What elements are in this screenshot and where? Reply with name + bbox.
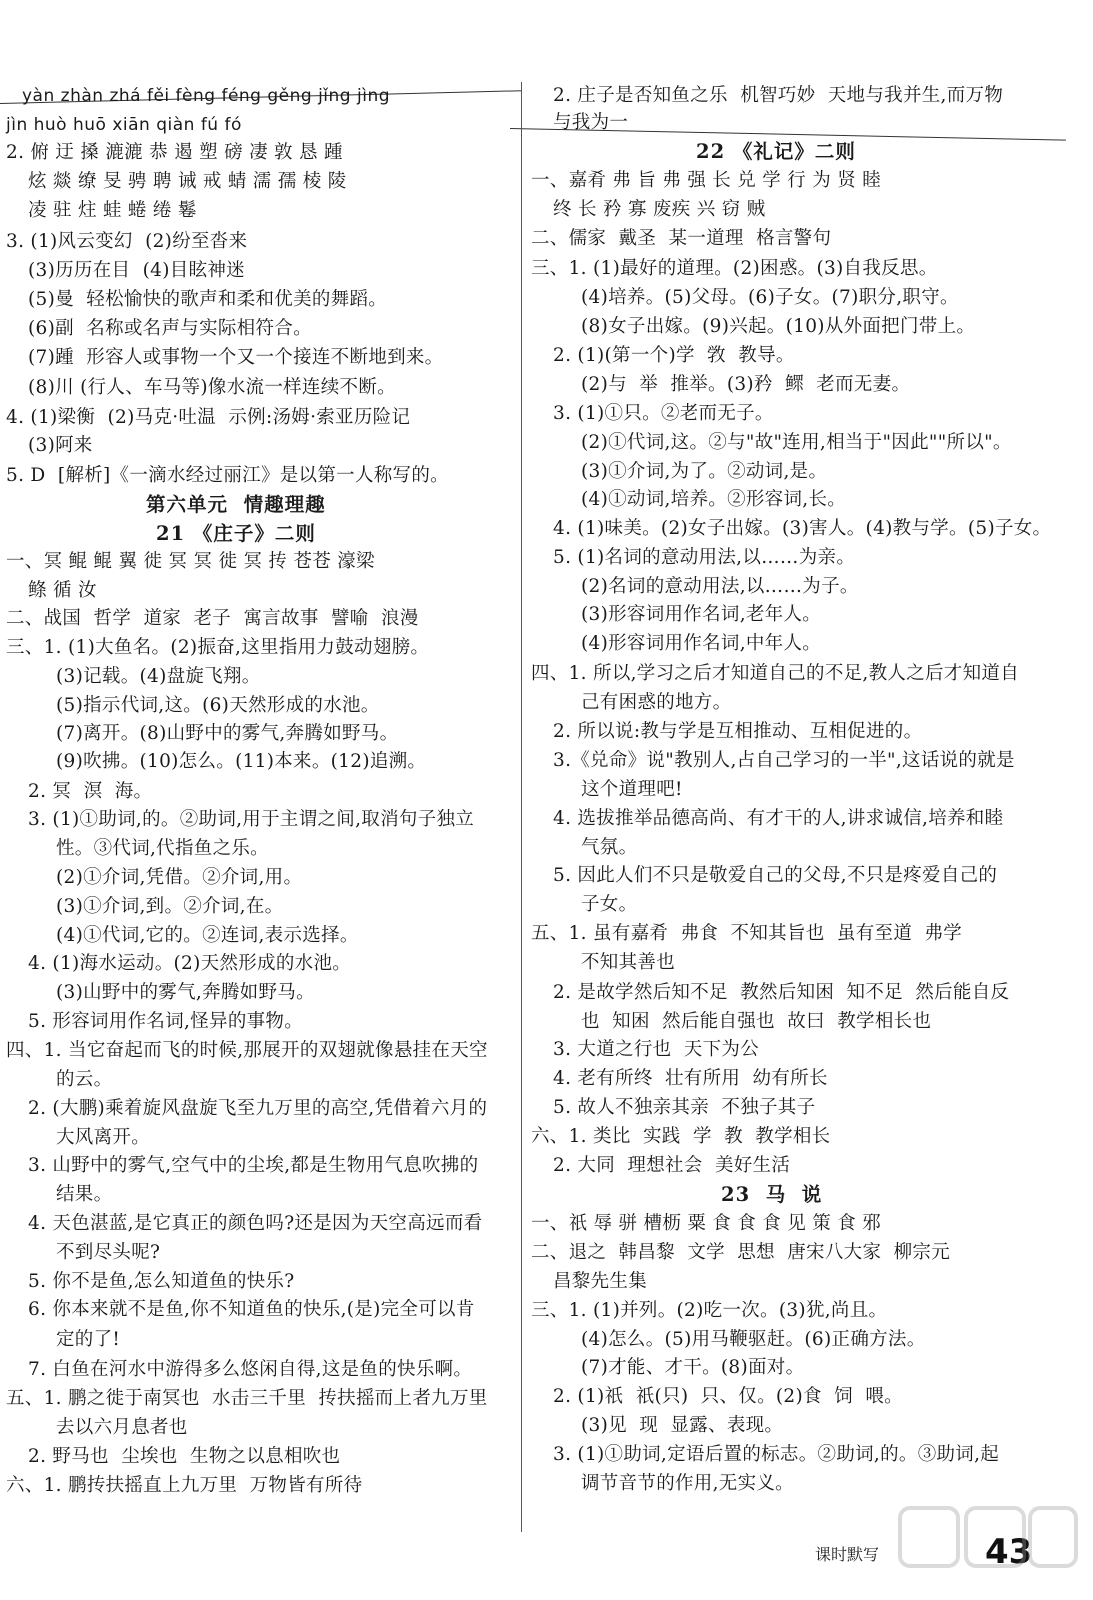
left-text-line: 2. 冥 溟 海。 (28, 781, 153, 802)
left-text-line: 2. 俯 迂 搡 漉漉 恭 遏 塑 磅 凄 敦 恳 踵 (6, 142, 343, 163)
left-section-heading: 第六单元 情趣理趣 (146, 493, 326, 516)
right-text-line: 子女。 (581, 894, 638, 915)
right-text-line: (8)女子出嫁。(9)兴起。(10)从外面把门带上。 (581, 316, 976, 337)
left-text-line: 去以六月息者也 (56, 1417, 188, 1438)
right-text-line: 2. 所以说:教与学是互相推动、互相促进的。 (553, 721, 923, 742)
right-text-line: (4)形容词用作名词,中年人。 (581, 633, 822, 654)
right-section-heading: 22 《礼记》二则 (696, 140, 856, 163)
right-text-line: 3. (1)①只。②老而无子。 (553, 403, 774, 424)
right-text-line: 3. 大道之行也 天下为公 (553, 1039, 759, 1060)
left-text-line: (8)川 (行人、车马等)像水流一样连续不断。 (28, 377, 396, 398)
left-text-line: 4. (1)梁衡 (2)马克·吐温 示例:汤姆·索亚历险记 (6, 407, 411, 428)
watermark-stamp-icon (890, 1488, 1080, 1588)
left-text-line: 定的了! (56, 1329, 121, 1350)
left-text-line: 的云。 (56, 1069, 113, 1090)
left-text-line: 大风离开。 (56, 1127, 151, 1148)
left-text-line: (3)山野中的雾气,奔腾如野马。 (56, 982, 315, 1003)
left-text-line: (3)历历在目 (4)目眩神迷 (28, 260, 245, 281)
right-text-line: 3. (1)①助词,定语后置的标志。②助词,的。③助词,起 (553, 1444, 1000, 1465)
left-text-line: 5. D [解析]《一滴水经过丽江》是以第一人称写的。 (6, 465, 449, 486)
right-text-line: 4. 老有所终 壮有所用 幼有所长 (553, 1068, 828, 1089)
left-text-line: 3. (1)①助词,的。②助词,用于主谓之间,取消句子独立 (28, 809, 475, 830)
right-text-line: 一、祇 辱 骈 槽枥 粟 食 食 食 见 策 食 邪 (531, 1213, 881, 1234)
right-text-line: (3)形容词用作名词,老年人。 (581, 604, 822, 625)
right-text-line: (3)①介词,为了。②动词,是。 (581, 461, 828, 482)
right-text-line: 2. 庄子是否知鱼之乐 机智巧妙 天地与我并生,而万物 (553, 85, 1004, 106)
left-text-line: 4. (1)海水运动。(2)天然形成的水池。 (28, 953, 352, 974)
left-text-line: (7)踵 形容人或事物一个又一个接连不断地到来。 (28, 347, 444, 368)
left-text-line: 炫 燚 缭 旻 骋 聘 诫 戒 蜻 濡 孺 棱 陵 (28, 171, 347, 192)
right-text-line: 5. (1)名词的意动用法,以……为亲。 (553, 547, 856, 568)
left-text-line: 二、战国 哲学 道家 老子 寓言故事 譬喻 浪漫 (6, 608, 419, 629)
left-text-line: 3. 山野中的雾气,空气中的尘埃,都是生物用气息吹拂的 (28, 1155, 479, 1176)
left-text-line: (4)①代词,它的。②连词,表示选择。 (56, 925, 359, 946)
left-text-line: (3)①介词,到。②介词,在。 (56, 896, 284, 917)
right-text-line: 与我为一 (553, 112, 629, 133)
right-text-line: 调节音节的作用,无实义。 (581, 1473, 794, 1494)
right-text-line: 五、1. 虽有嘉肴 弗食 不知其旨也 虽有至道 弗学 (531, 923, 963, 944)
right-text-line: 4. 选拔推举品德高尚、有才干的人,讲求诚信,培养和睦 (553, 808, 1004, 829)
right-text-line: (4)怎么。(5)用马鞭驱赶。(6)正确方法。 (581, 1329, 926, 1350)
left-text-line: 2. (大鹏)乘着旋风盘旋飞至九万里的高空,凭借着六月的 (28, 1098, 488, 1119)
footer-label: 课时默写 (815, 1545, 880, 1564)
right-text-line: 己有困惑的地方。 (581, 692, 732, 713)
left-text-line: 5. 形容词用作名词,怪异的事物。 (28, 1011, 304, 1032)
right-text-line: (4)①动词,培养。②形容词,长。 (581, 489, 847, 510)
left-section-heading: 21 《庄子》二则 (156, 522, 316, 545)
left-text-line: 结果。 (56, 1184, 113, 1205)
left-text-line: 四、1. 当它奋起而飞的时候,那展开的双翅就像悬挂在天空 (6, 1040, 488, 1061)
left-text-line: (5)曼 轻松愉快的歌声和柔和优美的舞蹈。 (28, 289, 388, 310)
right-text-line: (2)①代词,这。②与"故"连用,相当于"因此""所以"。 (581, 432, 1012, 453)
left-text-line: 一、冥 鲲 鲲 翼 徙 冥 冥 徙 冥 抟 苍苍 濠梁 (6, 551, 375, 572)
right-text-line: 2. 是故学然后知不足 教然后知困 知不足 然后能自反 (553, 982, 1010, 1003)
right-text-line: 2. (1)(第一个)学 敩 教导。 (553, 345, 795, 366)
left-text-line: 3. (1)风云变幻 (2)纷至沓来 (6, 231, 248, 252)
right-text-line: (3)见 现 显露、表现。 (581, 1415, 784, 1436)
left-text-line: 三、1. (1)大鱼名。(2)振奋,这里指用力鼓动翅膀。 (6, 637, 430, 658)
left-text-line: 7. 白鱼在河水中游得多么悠闲自得,这是鱼的快乐啊。 (28, 1359, 473, 1380)
left-text-line: jìn huò huō xiān qiàn fú fó (6, 115, 242, 135)
right-text-line: (4)培养。(5)父母。(6)子女。(7)职分,职守。 (581, 287, 959, 308)
right-section-heading: 23 马 说 (721, 1183, 823, 1206)
right-text-line: (2)名词的意动用法,以……为子。 (581, 576, 859, 597)
left-text-line: (2)①介词,凭借。②介词,用。 (56, 867, 303, 888)
left-text-line: (6)副 名称或名声与实际相符合。 (28, 318, 312, 339)
right-text-line: 三、1. (1)最好的道理。(2)困惑。(3)自我反思。 (531, 258, 938, 279)
right-text-line: 终 长 矜 寡 废疾 兴 窃 贼 (553, 199, 766, 220)
left-text-line: (7)离开。(8)山野中的雾气,奔腾如野马。 (56, 723, 399, 744)
left-text-line: (9)吹拂。(10)怎么。(11)本来。(12)追溯。 (56, 751, 427, 772)
left-text-line: 六、1. 鹏抟扶摇直上九万里 万物皆有所待 (6, 1475, 363, 1496)
left-text-line: 2. 野马也 尘埃也 生物之以息相吹也 (28, 1446, 341, 1467)
right-text-line: 气氛。 (581, 837, 638, 858)
right-text-line: (7)才能、才干。(8)面对。 (581, 1357, 805, 1378)
left-text-line: yàn zhàn zhá fěi fèng féng gěng jǐng jìng (22, 86, 391, 106)
right-text-line: 一、嘉肴 弗 旨 弗 强 长 兑 学 行 为 贤 睦 (531, 170, 881, 191)
right-text-line: 三、1. (1)并列。(2)吃一次。(3)犹,尚且。 (531, 1300, 888, 1321)
left-text-line: 5. 你不是鱼,怎么知道鱼的快乐? (28, 1271, 295, 1292)
right-text-line: 四、1. 所以,学习之后才知道自己的不足,教人之后才知道自 (531, 663, 1019, 684)
left-text-line: 不到尽头呢? (56, 1242, 161, 1263)
right-text-line: 昌黎先生集 (553, 1271, 648, 1292)
right-text-line: 5. 故人不独亲其亲 不独子其子 (553, 1097, 816, 1118)
left-text-line: 性。③代词,代指鱼之乐。 (56, 838, 269, 859)
left-text-line: 6. 你本来就不是鱼,你不知道鱼的快乐,(是)完全可以肯 (28, 1299, 475, 1320)
right-text-line: 不知其善也 (581, 952, 676, 973)
right-text-line: (2)与 举 推举。(3)矜 鳏 老而无妻。 (581, 374, 911, 395)
right-text-line: 二、退之 韩昌黎 文学 思想 唐宋八大家 柳宗元 (531, 1242, 951, 1263)
right-text-line: 3.《兑命》说"教别人,占自己学习的一半",这话说的就是 (553, 750, 1015, 771)
left-text-line: (5)指示代词,这。(6)天然形成的水池。 (56, 695, 380, 716)
left-text-line: 鲦 循 汝 (28, 580, 97, 601)
right-text-line: 二、儒家 戴圣 某一道理 格言警句 (531, 228, 832, 249)
left-text-line: 凌 驻 炷 蛙 蜷 绻 鬈 (28, 200, 197, 221)
right-text-line: 4. (1)味美。(2)女子出嫁。(3)害人。(4)教与学。(5)子女。 (553, 518, 1052, 539)
left-text-line: 4. 天色湛蓝,是它真正的颜色吗?还是因为天空高远而看 (28, 1213, 483, 1234)
column-divider (521, 82, 522, 1532)
left-text-line: 五、1. 鹏之徙于南冥也 水击三千里 抟扶摇而上者九万里 (6, 1388, 488, 1409)
left-text-line: (3)阿来 (28, 435, 93, 456)
right-text-line: 这个道理吧! (581, 779, 683, 800)
right-text-line: 5. 因此人们不只是敬爱自己的父母,不只是疼爱自己的 (553, 865, 998, 886)
page-number: 43 (985, 1532, 1033, 1572)
left-text-line: (3)记载。(4)盘旋飞翔。 (56, 666, 261, 687)
right-text-line: 2. 大同 理想社会 美好生活 (553, 1155, 791, 1176)
right-text-line: 六、1. 类比 实践 学 教 教学相长 (531, 1126, 831, 1147)
right-text-line: 也 知困 然后能自强也 故曰 教学相长也 (581, 1011, 932, 1032)
right-text-line: 2. (1)祇 祇(只) 只、仅。(2)食 饲 喂。 (553, 1386, 903, 1407)
